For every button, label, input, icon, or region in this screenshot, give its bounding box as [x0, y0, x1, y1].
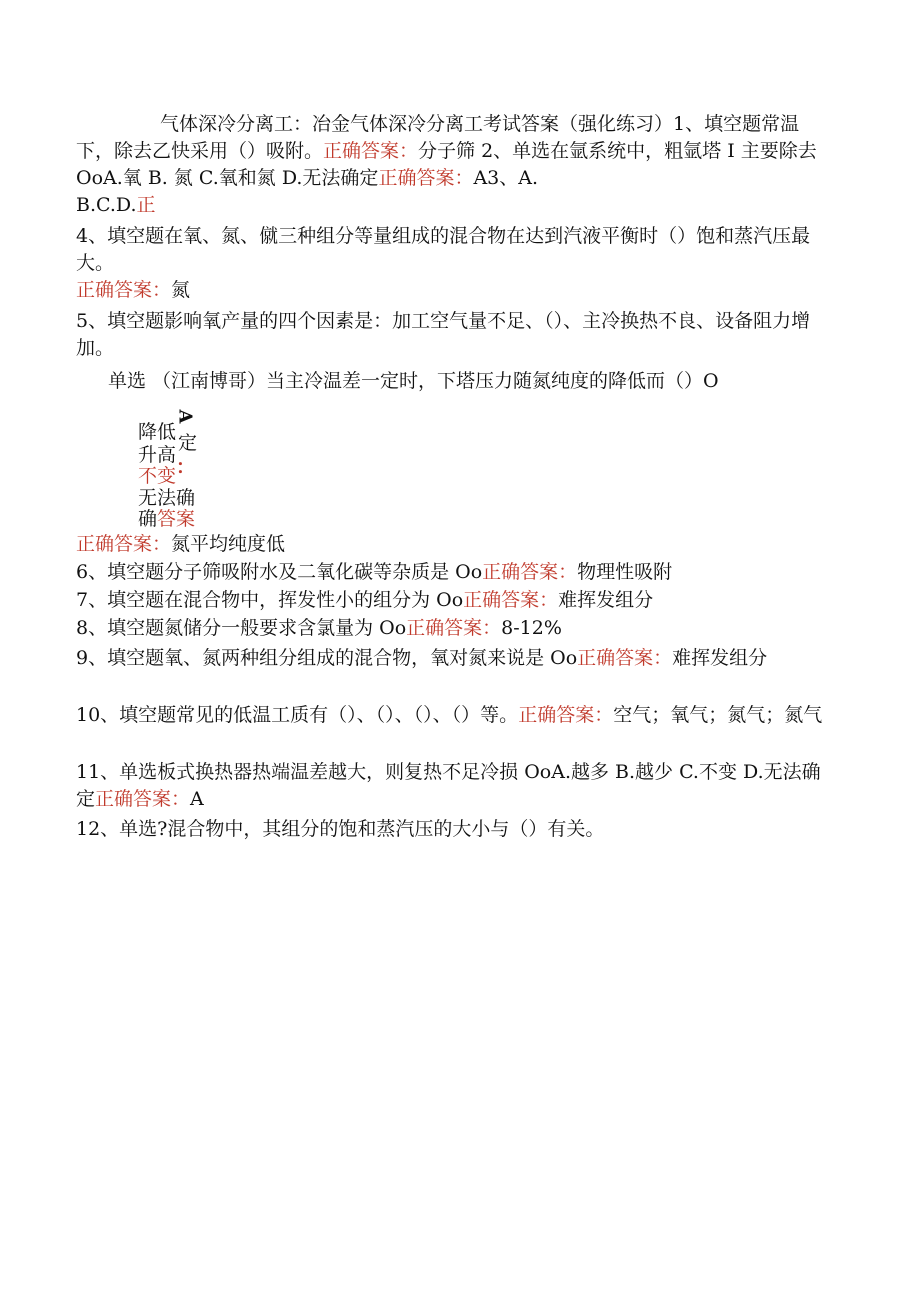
option-2: 升高 [138, 444, 177, 466]
question-9-text: 9、填空题氧、氮两种组分组成的混合物，氧对氮来说是 Oo [76, 647, 578, 669]
intro-text-4: B.C.D. [76, 194, 137, 216]
fragment-ding: 定 [178, 432, 198, 454]
question-10-answer: 空气；氧气；氮气；氮气 [613, 704, 823, 726]
single-answer-value: 氮平均纯度低 [171, 533, 286, 555]
option-5-red: 答案 [157, 508, 196, 530]
question-12: 12、单选?混合物中，其组分的饱和蒸汽压的大小与（）有关。 [76, 818, 605, 840]
question-9 [76, 645, 836, 672]
question-single: 单选 （江南博哥）当主冷温差一定时，下塔压力随氮纯度的降低而（）O [108, 370, 719, 392]
question-5 [76, 308, 836, 362]
question-8 [76, 615, 562, 642]
question-11-answer: A [190, 788, 204, 810]
intro-text-1: 气体深冷分离工：冶金气体深冷分离工考试答案（强化练习）1、填空题常温下，除去乙快采用（）吸附。 [76, 113, 800, 162]
question-8-answer: 8-12% [501, 617, 562, 639]
answer-label: 正确答案： [76, 279, 172, 301]
answer-label: 正确答案： [378, 167, 474, 189]
answer-label: 正确答案： [323, 140, 419, 162]
question-9-answer: 难挥发组分 [672, 647, 768, 669]
option-1: 降低 [138, 421, 177, 443]
fragment-a: A [174, 409, 196, 424]
option-4: 无法确 [138, 487, 196, 509]
answer-label: 正确答案： [95, 788, 191, 810]
question-4 [76, 223, 836, 304]
fragment-colon: ： [176, 456, 196, 478]
intro-paragraph [76, 111, 836, 219]
question-4-text: 4、填空题在氧、氮、僦三种组分等量组成的混合物在达到汽液平衡时（）饱和蒸汽压最大。 [76, 225, 811, 274]
intro-text-2: 分子筛 2、单选在氩系统中，粗氩塔 I 主要除去 OoA.氧 B. 氮 C.氧和氮 D.无法确定 [76, 140, 817, 189]
question-6 [76, 559, 672, 586]
answer-label: 正确答案： [406, 617, 502, 639]
intro-red-fragment: 正 [136, 194, 156, 216]
answer-label: 正确答案： [463, 589, 559, 611]
question-4-answer: 氮 [171, 279, 191, 301]
question-7-answer: 难挥发组分 [558, 589, 654, 611]
question-6-answer: 物理性吸附 [577, 561, 673, 583]
question-11-text: 11、单选板式换热器热端温差越大，则复热不足冷损 OoA.越多 B.越少 C.不变 D.无法确定 [76, 761, 821, 810]
question-11 [76, 759, 836, 813]
question-6-text: 6、填空题分子筛吸附水及二氧化碳等杂质是 Oo [76, 561, 483, 583]
question-7-text: 7、填空题在混合物中，挥发性小的组分为 Oo [76, 589, 464, 611]
option-3: 不变 [138, 465, 177, 487]
question-8-text: 8、填空题氮储分一般要求含氯量为 Oo [76, 617, 407, 639]
intro-text-3: A3、A. [473, 167, 539, 189]
single-answer [76, 531, 285, 558]
question-10 [76, 702, 836, 729]
option-5-char: 确 [138, 508, 158, 530]
option-5 [138, 508, 195, 531]
question-5-text: 5、填空题影响氧产量的四个因素是：加工空气量不足、（）、主冷换热不良、设备阻力增加。 [76, 310, 811, 359]
answer-label: 正确答案： [482, 561, 578, 583]
answer-label: 正确答案： [577, 647, 673, 669]
question-10-text: 10、填空题常见的低温工质有（）、（）、（）、（）等。 [76, 704, 519, 726]
answer-label: 正确答案： [518, 704, 614, 726]
question-7 [76, 587, 653, 614]
answer-label: 正确答案： [76, 533, 172, 555]
